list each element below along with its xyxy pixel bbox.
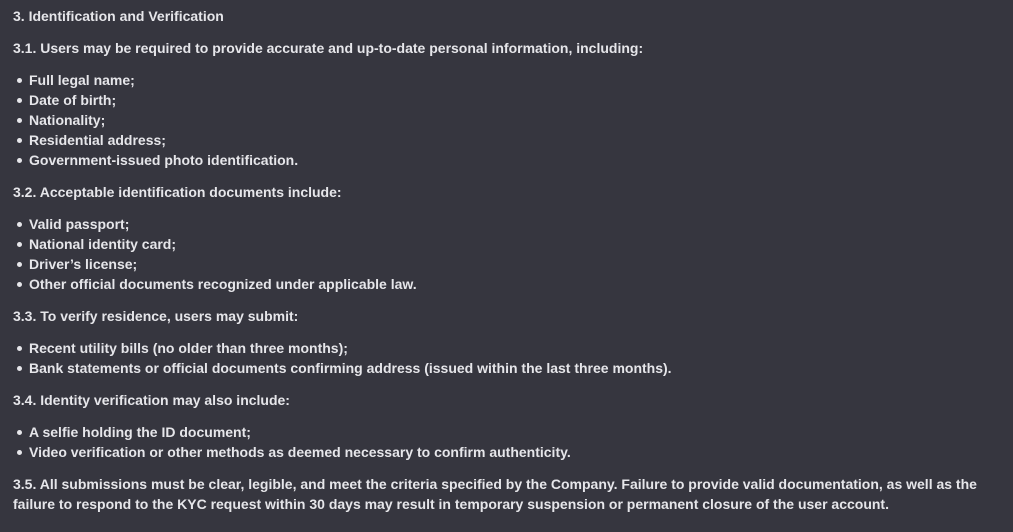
list-item: Driver’s license; <box>29 254 1008 274</box>
bullet-list <box>13 214 1008 294</box>
section-3-4 <box>13 390 1008 462</box>
list-item: Valid passport; <box>29 214 1008 234</box>
list-item: Government-issued photo identification. <box>29 150 1008 170</box>
section-3-1 <box>13 38 1008 170</box>
list-item: Video verification or other methods as deemed necessary to confirm authenticity. <box>29 442 1008 462</box>
section-3-3 <box>13 306 1008 378</box>
list-item: Recent utility bills (no older than three months); <box>29 338 1008 358</box>
bullet-list <box>13 70 1008 170</box>
list-item: Other official documents recognized under applicable law. <box>29 274 1008 294</box>
section-intro: 3.4. Identity verification may also include: <box>13 392 290 408</box>
list-item: Full legal name; <box>29 70 1008 90</box>
section-intro: 3.3. To verify residence, users may submit: <box>13 308 299 324</box>
list-item: Nationality; <box>29 110 1008 130</box>
section-intro: 3.2. Acceptable identification documents include: <box>13 184 342 200</box>
section-title: 3. Identification and Verification <box>13 8 224 24</box>
section-intro: 3.1. Users may be required to provide accurate and up-to-date personal information, including: <box>13 40 644 56</box>
section-3-5-paragraph: 3.5. All submissions must be clear, legible, and meet the criteria specified by the Company. Failure to provide valid documentation, as well as the failure to respond to the KYC request within 30 days may result in temporary suspension or permanent closure of the user account. <box>13 476 977 512</box>
list-item: A selfie holding the ID document; <box>29 422 1008 442</box>
bullet-list <box>13 338 1008 378</box>
list-item: Residential address; <box>29 130 1008 150</box>
list-item: Bank statements or official documents confirming address (issued within the last three months). <box>29 358 1008 378</box>
bullet-list <box>13 422 1008 462</box>
list-item: National identity card; <box>29 234 1008 254</box>
list-item: Date of birth; <box>29 90 1008 110</box>
section-3-2 <box>13 182 1008 294</box>
